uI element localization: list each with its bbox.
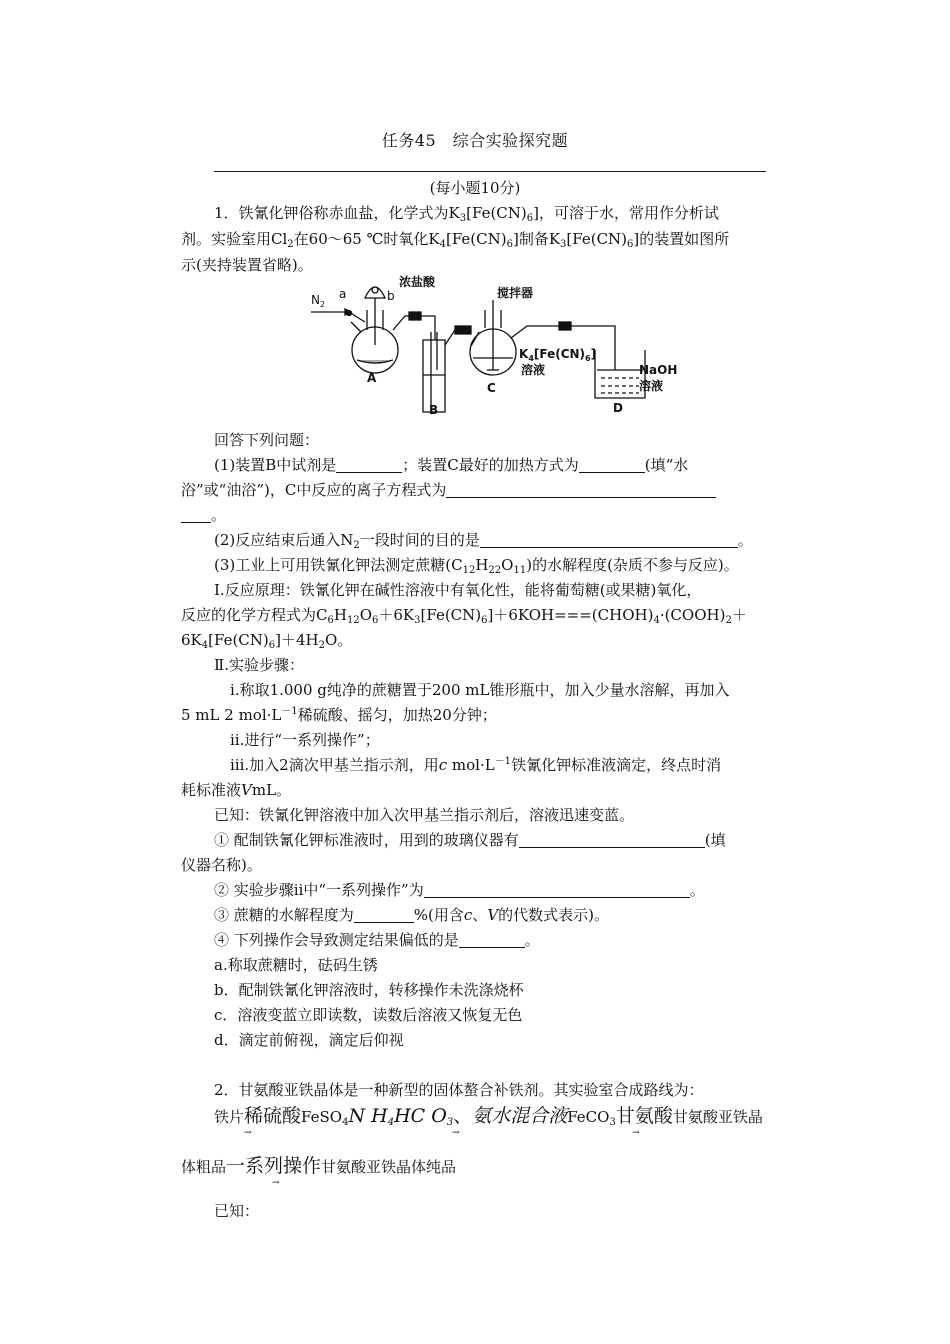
step1-line2: 5 mL 2 $mol\cdot L^{-1}$稀硫酸、摇匀，加热20分钟； bbox=[181, 706, 497, 724]
principle-line1: Ⅰ.反应原理：铁氰化钾在碱性溶液中有氧化性，能将葡萄糖(或果糖)氧化， bbox=[214, 581, 702, 599]
svg-text:C: C bbox=[487, 381, 496, 395]
svg-text:K4[Fe(CN)6]: $K_4[Fe(CN)_6]$ bbox=[519, 347, 597, 363]
svg-text:搅拌器: 搅拌器 bbox=[497, 286, 534, 300]
svg-text:浓盐酸: 浓盐酸 bbox=[399, 275, 436, 289]
route-arrow-3: → bbox=[632, 1128, 640, 1138]
sub-question-3: ③ 蔗糖的水解程度为 %(用含c、V的代数式表示)。 bbox=[214, 906, 610, 924]
svg-text:NaOH: NaOH bbox=[639, 363, 678, 377]
answer-prompt: 回答下列问题： bbox=[214, 431, 320, 449]
route-arrow-4: → bbox=[272, 1178, 280, 1188]
svg-text:D: D bbox=[613, 401, 623, 415]
q1-intro-line3: 示(夹持装置省略)。 bbox=[181, 256, 313, 274]
synthesis-route-line2: 体粗品一系列操作甘氨酸亚铁晶体纯品 bbox=[181, 1155, 457, 1177]
sub-question-1: ① 配制铁氰化钾标准液时，用到的玻璃仪器有 (填 bbox=[214, 831, 726, 849]
q1-part3: (3)工业上可用铁氰化钾法测定蔗糖$(C_{12}H_{22}O_{11})$的水解程度(杂质不参与反应)。 bbox=[214, 556, 739, 576]
q1-part1-line3: 。 bbox=[181, 505, 771, 525]
route-arrow-1: → bbox=[244, 1128, 252, 1138]
steps-heading: Ⅱ.实验步骤： bbox=[214, 656, 304, 674]
svg-text:a: a bbox=[339, 287, 347, 301]
svg-text:b: b bbox=[387, 289, 395, 303]
apparatus-figure bbox=[305, 270, 685, 420]
q2-intro: 2．甘氨酸亚铁晶体是一种新型的固体螯合补铁剂。其实验室合成路线为： bbox=[214, 1081, 704, 1099]
sub-question-1-cont: 仪器名称)。 bbox=[181, 856, 262, 874]
q1-intro-line2: 剂。实验室用$Cl_2$在60～65 ℃时氧化$K_4[Fe(CN)_6]$制备$K_3[Fe(CN)_6]$的装置如图所 bbox=[181, 230, 730, 250]
score-note: (每小题10分) bbox=[429, 179, 521, 197]
svg-text:B: B bbox=[429, 403, 439, 417]
sub-question-2: ② 实验步骤ⅱ中“一系列操作”为 。 bbox=[214, 881, 705, 899]
known-note: 已知：铁氰化钾溶液中加入次甲基兰指示剂后，溶液迅速变蓝。 bbox=[214, 806, 635, 824]
sub-question-4: ④ 下列操作会导致测定结果偏低的是 。 bbox=[214, 931, 540, 949]
option-c: c．溶液变蓝立即读数，读数后溶液又恢复无色 bbox=[214, 1006, 523, 1024]
synthesis-route-line1: 铁片稀硫酸FeSO$_4$N $H_4HC$ $O_3$、氨水混合液FeCO$_3$甘氨酸甘氨酸亚铁晶 bbox=[214, 1105, 763, 1128]
q1-part1-line1: (1)装置B中试剂是 ；装置C最好的加热方式为 (填“水 bbox=[214, 456, 689, 474]
q2-known: 已知： bbox=[214, 1202, 260, 1220]
step3-line1: ⅲ.加入2滴次甲基兰指示剂，用c $mol\cdot L^{-1}$铁氰化钾标准液滴定，终点时消 bbox=[230, 756, 722, 774]
option-a: a.称取蔗糖时，砝码生锈 bbox=[214, 956, 378, 974]
q1-part2: (2)反应结束后通入$N_2$一段时间的目的是 。 bbox=[214, 531, 753, 551]
step1-line1: ⅰ.称取1.000 g纯净的蔗糖置于200 mL锥形瓶中，加入少量水溶解，再加入 bbox=[230, 681, 730, 699]
q1-intro-line1: 1．铁氰化钾俗称赤血盐，化学式为$K_3[Fe(CN)_6]$，可溶于水，常用作分析试 bbox=[214, 204, 719, 224]
principle-line3: $6K_4[Fe(CN)_6]+4H_2O$。 bbox=[181, 631, 353, 651]
option-d: d．滴定前俯视，滴定后仰视 bbox=[214, 1031, 404, 1049]
page-title: 任务45 综合实验探究题 bbox=[381, 131, 569, 150]
svg-text:N2: $N_2$ bbox=[311, 293, 326, 309]
option-b: b．配制铁氰化钾溶液时，转移操作未洗涤烧杯 bbox=[214, 981, 524, 999]
q1-part1-line2: 浴”或“油浴”)，C中反应的离子方程式为 bbox=[181, 480, 771, 500]
svg-text:溶液: 溶液 bbox=[639, 379, 664, 393]
svg-text:A: A bbox=[367, 371, 377, 385]
step3-line2: 耗标准液VmL。 bbox=[181, 781, 292, 799]
step2: ⅱ.进行“一系列操作”； bbox=[230, 731, 380, 749]
principle-line2: 反应的化学方程式为$C_6H_{12}O_6+6K_3[Fe(CN)_6]+6KOH===(CHOH)_4\cdot(COOH)_2+$ bbox=[181, 606, 747, 626]
title-rule bbox=[214, 171, 766, 172]
svg-text:溶液: 溶液 bbox=[521, 363, 546, 377]
route-arrow-2: → bbox=[452, 1128, 460, 1138]
